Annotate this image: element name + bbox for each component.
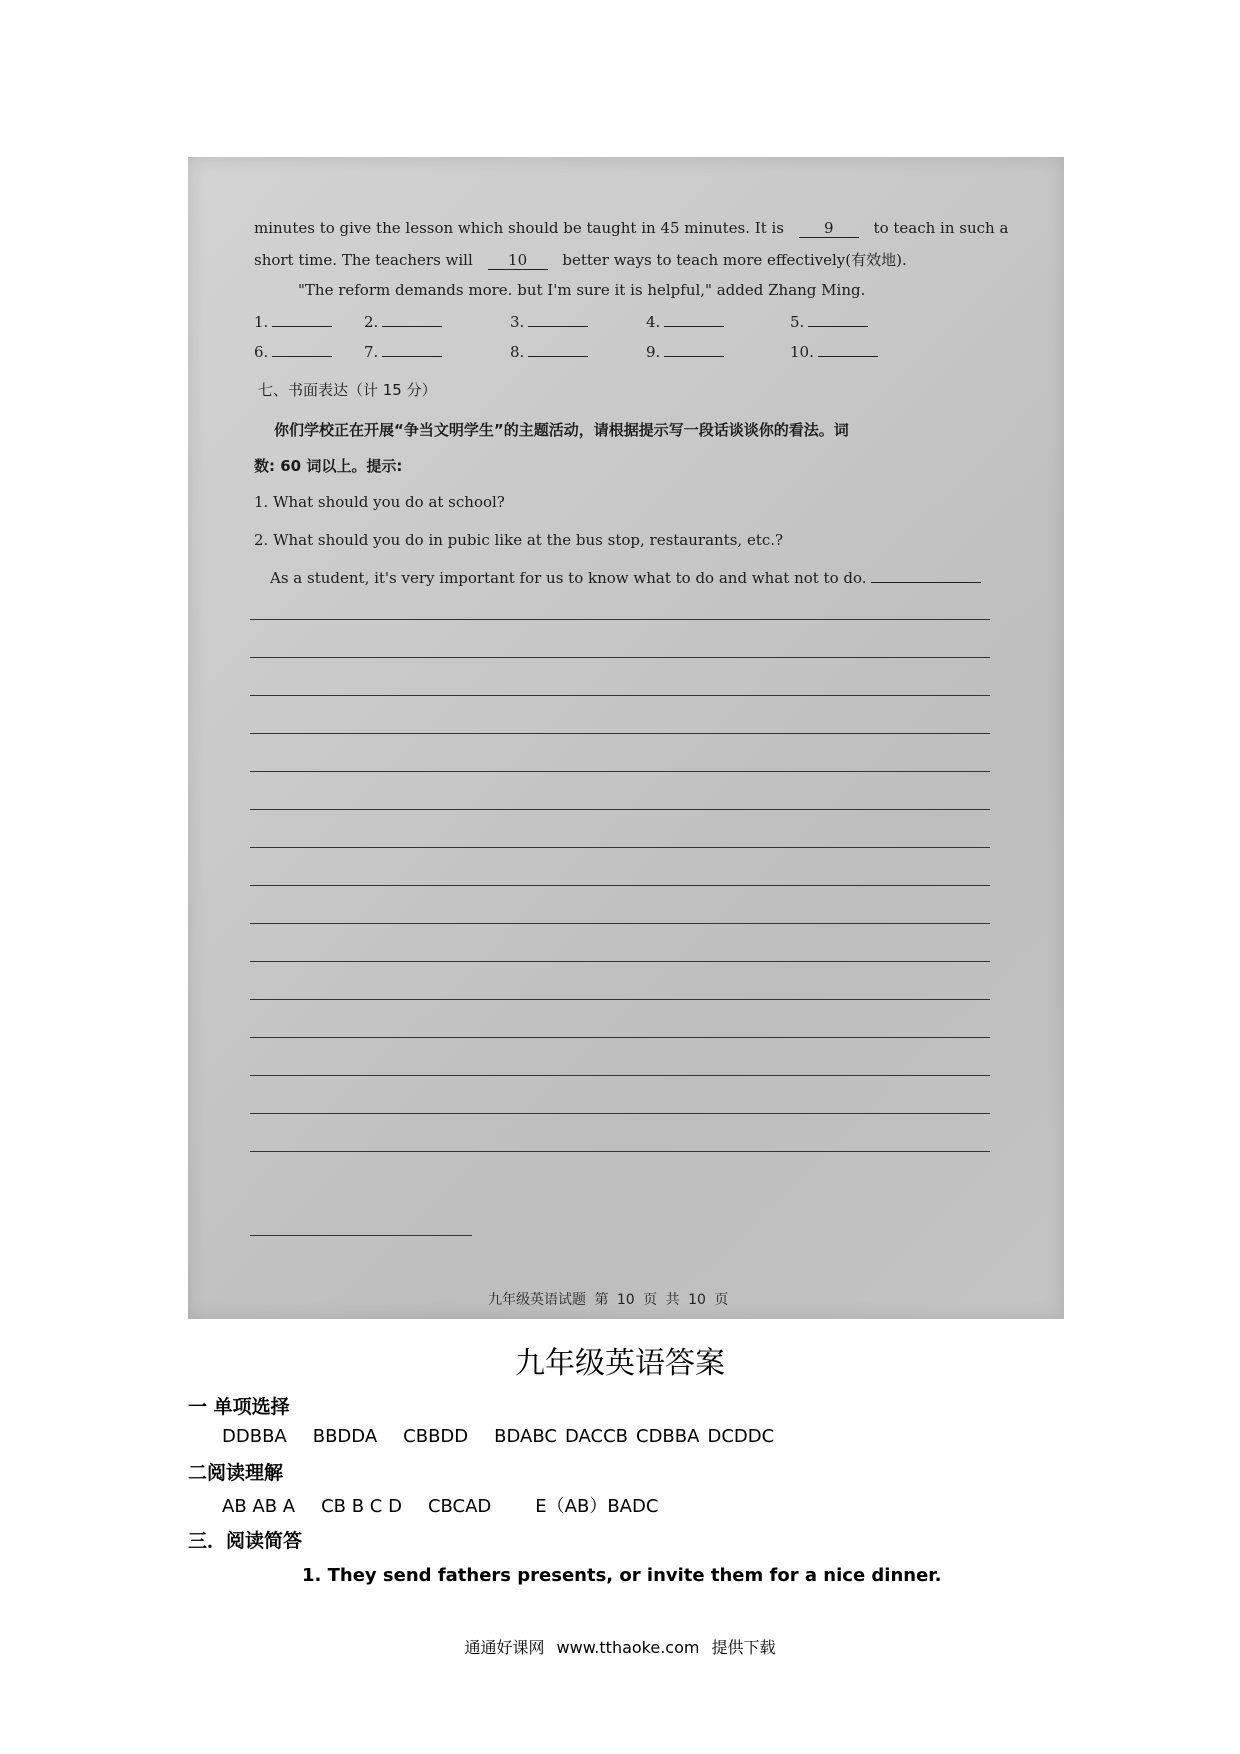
passage-line-1 [254,219,1008,238]
answer-blank-10: 10. [790,343,878,361]
section-1-heading: 一 单项选择 [188,1396,290,1418]
passage-line-1-after: to teach in such a [873,219,1009,237]
answer-group: BDABC [494,1426,557,1447]
section-3-answer-1: 1. They send fathers presents, or invite them for a nice dinner. [302,1565,942,1586]
answer-title: 九年级英语答案 [515,1346,725,1381]
passage-line-3: "The reform demands more. but I'm sure it is helpful," added Zhang Ming. [298,281,866,299]
filled-blank-9: 9 [799,219,859,238]
section-2-heading: 二阅读理解 [188,1462,284,1484]
footer-site-name: 通通好课网 [464,1638,545,1657]
answer-blank-1: 1. [254,313,332,331]
passage-line-2-after: better ways to teach more effectively(有效地). [562,251,907,269]
writing-starter-text: As a student, it's very important for us to know what to do and what not to do. [270,569,867,587]
answer-group: E（AB）BADC [535,1496,659,1517]
answer-blank-5: 5. [790,313,868,331]
writing-line [250,1037,990,1038]
writing-line [250,809,990,810]
writing-line [250,1113,990,1114]
writing-line [250,733,990,734]
writing-hint-1: 1. What should you do at school? [254,493,505,511]
footer-url-link[interactable]: www.tthaoke.com [556,1638,700,1657]
writing-instruction-line-1: 你们学校正在开展“争当文明学生”的主题活动，请根据提示写一段话谈谈你的看法。词 [274,421,849,439]
writing-hint-2: 2. What should you do in pubic like at the bus stop, restaurants, etc.? [254,531,784,549]
writing-line [250,847,990,848]
writing-instruction-line-2: 数: 60 词以上。提示: [254,457,403,475]
scanned-exam-page [188,157,1064,1319]
writing-starter-sentence [270,569,981,587]
answer-blank-8: 8. [510,343,588,361]
answer-group: CDBBA [636,1426,700,1447]
passage-line-1-before: minutes to give the lesson which should be taught in 45 minutes. It is [254,219,784,237]
answer-blank-6: 6. [254,343,332,361]
page-footer [0,1635,1240,1658]
writing-line [250,695,990,696]
filled-blank-10: 10 [488,251,548,270]
section-3-heading: 三．阅读简答 [188,1530,303,1552]
answer-group: CBCAD [427,1496,492,1517]
writing-line [250,1151,990,1152]
writing-line [250,1075,990,1076]
writing-line [250,657,990,658]
answer-blank-3: 3. [510,313,588,331]
writing-line [250,771,990,772]
answer-blank-7: 7. [364,343,442,361]
passage-line-2 [254,249,907,270]
writing-section-title: 七、书面表达（计 15 分） [258,381,437,399]
answer-blank-9: 9. [646,343,724,361]
answer-blank-2: 2. [364,313,442,331]
writing-line [250,619,990,620]
writing-line [250,999,990,1000]
writing-line-last [250,1235,472,1236]
writing-line [250,923,990,924]
answer-group: CB B C D [321,1496,402,1517]
scan-page-footer: 九年级英语试题 第 10 页 共 10 页 [488,1292,729,1308]
section-2-answers [222,1492,684,1518]
answer-group: DDBBA [222,1426,287,1447]
passage-line-2-before: short time. The teachers will [254,251,473,269]
writing-line [250,961,990,962]
answer-group: CBBDD [403,1426,469,1447]
answer-blank-4: 4. [646,313,724,331]
answer-group: DCDDC [707,1426,775,1447]
answer-group: AB AB A [222,1496,296,1517]
writing-line [250,885,990,886]
answer-group: DACCB [564,1426,628,1447]
footer-download-text: 提供下载 [711,1638,776,1657]
section-1-answers [222,1426,800,1447]
answer-group: BBDDA [312,1426,378,1447]
